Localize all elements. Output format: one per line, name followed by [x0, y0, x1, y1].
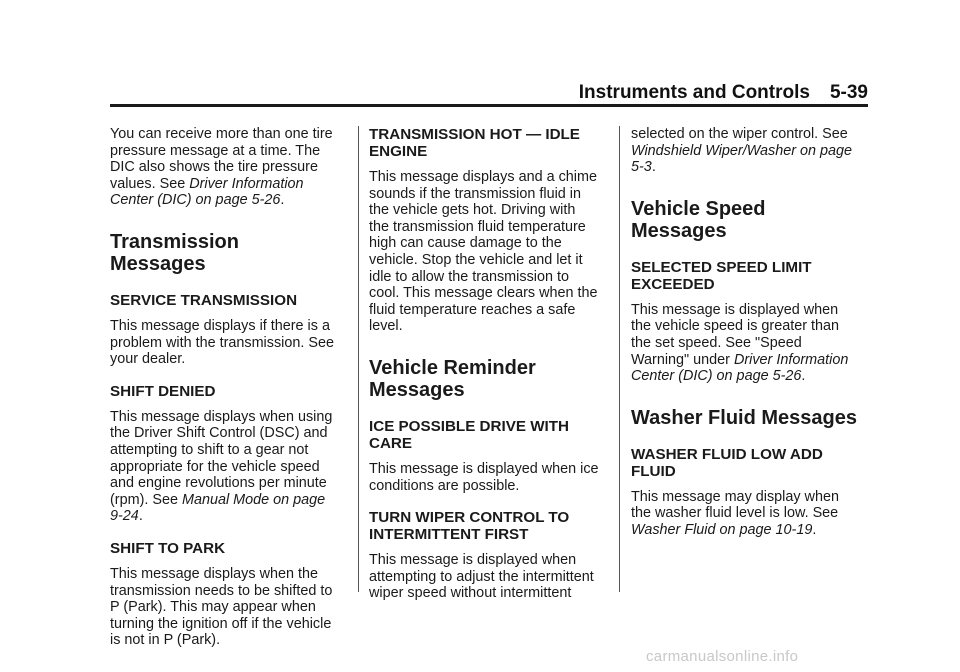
- column-divider-1: [358, 126, 359, 592]
- speed-dic-link[interactable]: Driver Information Center (DIC) on page 5-26: [631, 351, 849, 385]
- speed-limit-title: SELECTED SPEED LIMIT EXCEEDED: [631, 258, 812, 293]
- wiper-control-text: This message is displayed when attempting to adjust the intermittent wiper speed without intermittent: [369, 552, 594, 602]
- ice-possible-text: This message is displayed when ice conditions are possible.: [369, 460, 599, 494]
- washer-fluid-low-title: WASHER FLUID LOW ADD FLUID: [631, 445, 823, 480]
- header-rule: [110, 104, 868, 107]
- washer-fluid-end: .: [812, 521, 817, 538]
- intro-paragraph: [110, 126, 340, 209]
- service-transmission-text: This message displays if there is a problem with the transmission. See your dealer.: [110, 317, 334, 368]
- page-number: 5-39: [829, 82, 868, 103]
- column-3: [631, 126, 861, 539]
- intro-end: .: [280, 192, 285, 209]
- shift-denied-paragraph: [110, 409, 340, 525]
- washer-fluid-link[interactable]: Washer Fluid on page 10-19: [631, 521, 813, 538]
- shift-to-park-title: SHIFT TO PARK: [110, 539, 226, 557]
- column-1: [110, 126, 340, 649]
- wiper-continued-paragraph: [631, 126, 861, 176]
- shift-denied-end: .: [138, 508, 143, 525]
- ice-possible-title: ICE POSSIBLE DRIVE WITH CARE: [369, 417, 569, 452]
- washer-fluid-text: This message may display when the washer fluid level is low. See: [631, 488, 839, 522]
- wiper-continued-end: .: [651, 159, 656, 176]
- shift-denied-text: This message displays when using the Driver Shift Control (DSC) and attempting to shift to a gear not appropriate for the vehicle speed and engine revolutions per minute (rpm). See: [110, 408, 333, 508]
- shift-to-park-text: This message displays when the transmission needs to be shifted to P (Park). This may appear when turning the ignition off if the vehicle is not in P (Park).: [110, 565, 333, 649]
- wiper-control-title: TURN WIPER CONTROL TO INTERMITTENT FIRST: [369, 509, 570, 544]
- dic-link[interactable]: Driver Information Center (DIC) on page 5-26: [110, 175, 304, 209]
- washer-fluid-paragraph: [631, 489, 861, 539]
- transmission-hot-title: TRANSMISSION HOT — IDLE ENGINE: [369, 126, 580, 160]
- windshield-wiper-link[interactable]: Windshield Wiper/Washer on page 5-3: [631, 142, 853, 176]
- transmission-messages-heading: Transmission Messages: [110, 230, 239, 275]
- intro-text: You can receive more than one tire pressure message at a time. The DIC also shows the tire pressure values. See: [110, 126, 333, 192]
- speed-limit-paragraph: [631, 302, 861, 385]
- transmission-hot-text: This message displays and a chime sounds if the transmission fluid in the vehicle gets hot. Driving with the transmission fluid temperature high can cause damage to the vehicle. Stop the vehicle and let it idle to allow the transmission to cool. This message clears when the fluid temperature reaches a safe level.: [369, 169, 598, 335]
- speed-limit-end: .: [801, 368, 806, 385]
- shift-denied-title: SHIFT DENIED: [110, 382, 216, 400]
- service-transmission-title: SERVICE TRANSMISSION: [110, 291, 298, 309]
- wiper-continued-text: selected on the wiper control. See: [631, 126, 848, 142]
- vehicle-reminder-heading: Vehicle Reminder Messages: [369, 356, 536, 401]
- page-header: [110, 82, 868, 104]
- watermark: carmanualsonline.info: [646, 648, 799, 665]
- column-2: [369, 126, 599, 602]
- manual-mode-link[interactable]: Manual Mode on page 9-24: [110, 491, 326, 525]
- vehicle-speed-heading: Vehicle Speed Messages: [631, 197, 766, 242]
- washer-fluid-heading: Washer Fluid Messages: [631, 406, 857, 429]
- header-title: Instruments and Controls: [578, 82, 810, 103]
- speed-limit-text: This message is displayed when the vehicle speed is greater than the set speed. See "Speed Warning" under: [631, 301, 839, 368]
- column-divider-2: [619, 126, 620, 592]
